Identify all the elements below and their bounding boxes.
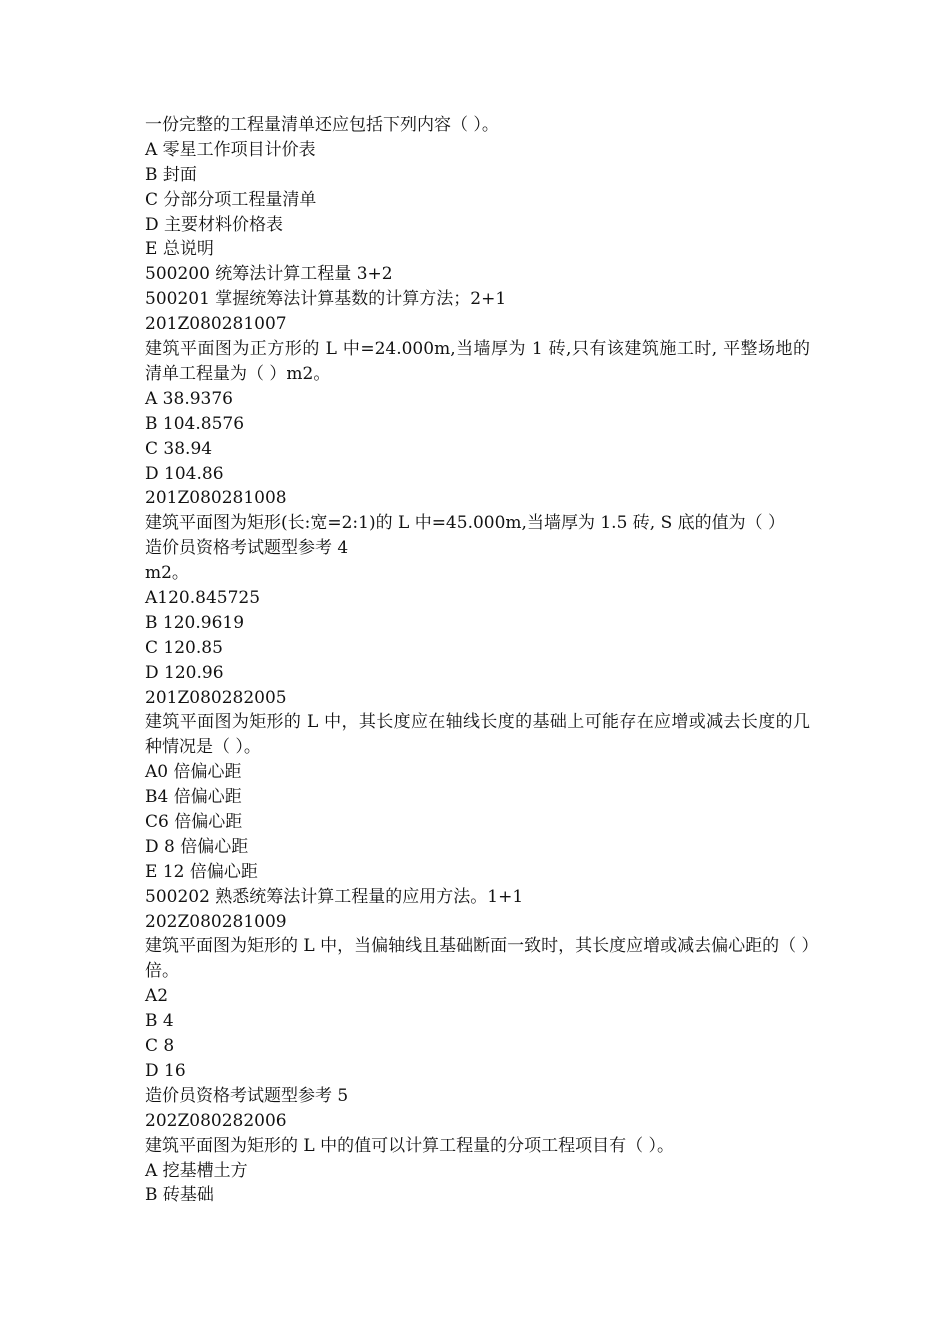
question-stem: 建筑平面图为矩形(长:宽=2:1)的 L 中=45.000m,当墙厚为 1.5 砖, S 底的值为（ ） — [145, 513, 786, 534]
question-stem: 建筑平面图为正方形的 L 中=24.000m,当墙厚为 1 砖,只有该建筑施工时, 平整场地的清单工程量为（ ）m2。 — [145, 339, 810, 384]
answer-option: D 主要材料价格表 — [145, 214, 284, 235]
document-body — [145, 113, 810, 1208]
answer-option: E 12 倍偏心距 — [145, 861, 258, 882]
answer-option: A 零星工作项目计价表 — [145, 139, 316, 160]
question-code: 201Z080281007 — [145, 314, 287, 335]
answer-option: B 砖基础 — [145, 1185, 214, 1206]
answer-option: A120.845725 — [145, 587, 261, 608]
answer-option: A 挖基槽土方 — [145, 1160, 248, 1181]
answer-option: A 38.9376 — [145, 388, 233, 409]
answer-option: B 封面 — [145, 164, 197, 185]
page-footer-text: 造价员资格考试题型参考 5 — [145, 1085, 349, 1106]
question-stem-continued: m2。 — [145, 563, 189, 584]
answer-option: D 16 — [145, 1060, 186, 1081]
answer-option: B 4 — [145, 1011, 174, 1032]
question-code: 202Z080282006 — [145, 1110, 287, 1131]
answer-option: D 120.96 — [145, 662, 224, 683]
answer-option: C 38.94 — [145, 438, 213, 459]
answer-option: C 分部分项工程量清单 — [145, 189, 317, 210]
answer-option: B4 倍偏心距 — [145, 787, 242, 808]
section-heading: 500202 熟悉统筹法计算工程量的应用方法。1+1 — [145, 886, 524, 907]
question-code: 201Z080281008 — [145, 488, 287, 509]
question-stem: 建筑平面图为矩形的 L 中，当偏轴线且基础断面一致时，其长度应增或减去偏心距的（ ）倍。 — [145, 936, 810, 982]
answer-option: D 104.86 — [145, 463, 224, 484]
question-stem: 一份完整的工程量清单还应包括下列内容（ ）。 — [145, 115, 499, 135]
answer-option: D 8 倍偏心距 — [145, 836, 249, 857]
page-footer-text: 造价员资格考试题型参考 4 — [145, 538, 349, 559]
answer-option: C6 倍偏心距 — [145, 812, 243, 832]
question-stem: 建筑平面图为矩形的 L 中，其长度应在轴线长度的基础上可能存在应增或减去长度的几种情况是（ ）。 — [145, 712, 810, 758]
answer-option: B 120.9619 — [145, 612, 245, 633]
section-heading: 500200 统筹法计算工程量 3+2 — [145, 264, 393, 285]
section-heading: 500201 掌握统筹法计算基数的计算方法；2+1 — [145, 289, 507, 310]
answer-option: C 120.85 — [145, 637, 223, 658]
answer-option: C 8 — [145, 1036, 175, 1057]
question-stem: 建筑平面图为矩形的 L 中的值可以计算工程量的分项工程项目有（ ）。 — [145, 1135, 674, 1156]
answer-option: B 104.8576 — [145, 413, 245, 434]
answer-option: A0 倍偏心距 — [145, 762, 242, 783]
answer-option: A2 — [145, 986, 169, 1007]
answer-option: E 总说明 — [145, 239, 214, 260]
question-code: 201Z080282005 — [145, 687, 287, 708]
question-code: 202Z080281009 — [145, 911, 287, 932]
